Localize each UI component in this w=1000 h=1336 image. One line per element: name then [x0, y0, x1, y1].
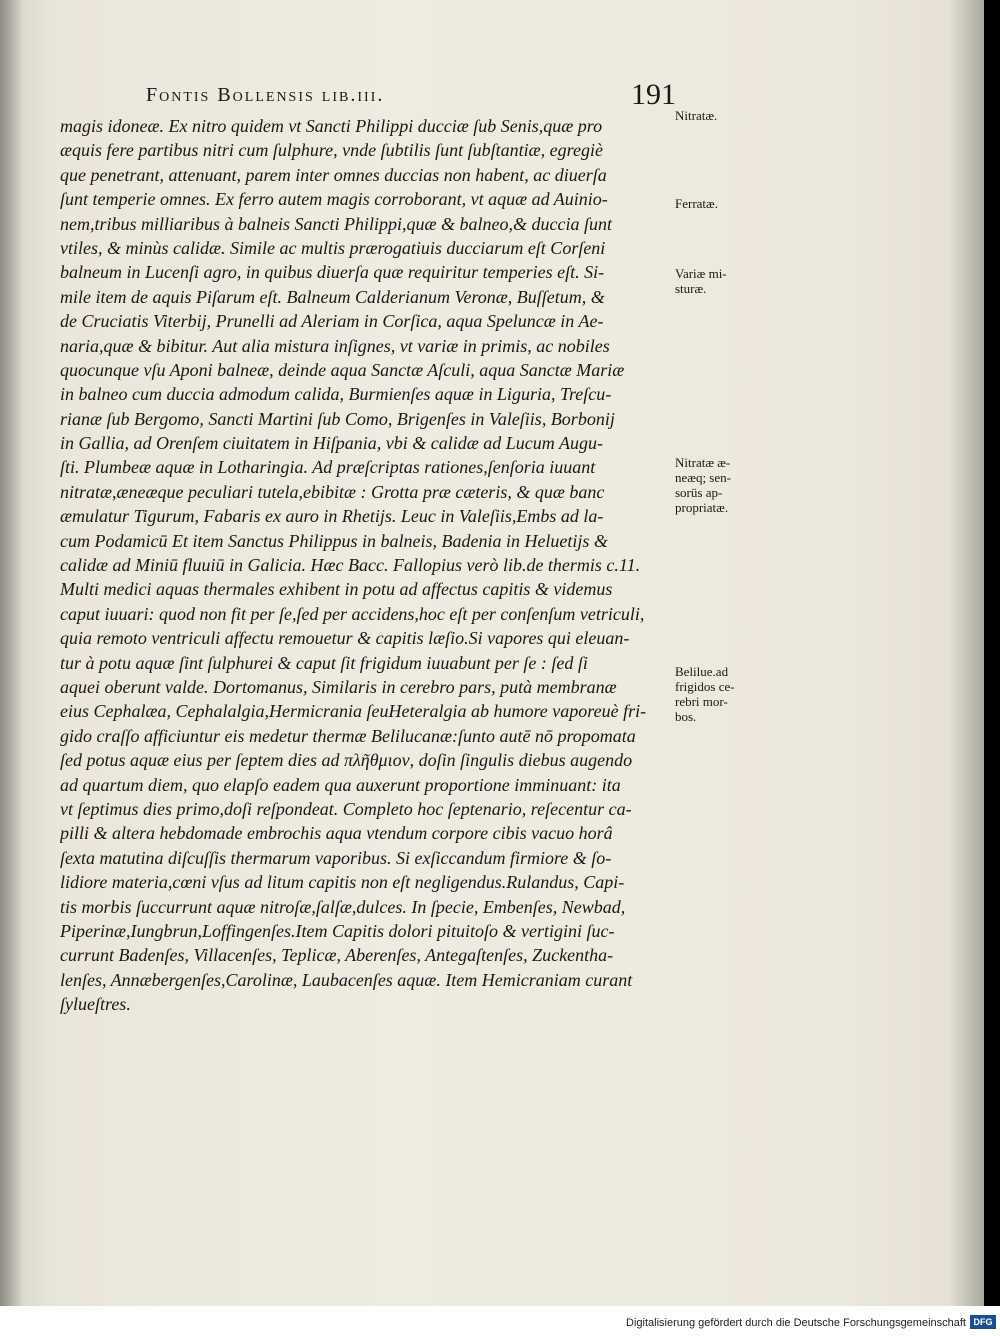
text-line: caput iuuari: quod non fit per ſe,ſed per accidens,hoc eſt per conſenſum vetriculi,	[60, 603, 645, 624]
text-line: aquei oberunt valde. Dortomanus, Similaris in cerebro pars, putà membranæ	[60, 676, 617, 697]
funding-credit: Digitalisierung gefördert durch die Deutsche Forschungsgemeinschaft	[626, 1317, 966, 1329]
page-number: 191	[631, 78, 676, 111]
text-line: ad quartum diem, quo elapſo eadem qua auxerunt proportione imminuant: ita	[60, 774, 621, 795]
text-line: ſunt temperie omnes. Ex ferro autem magis corroborant, vt aquæ ad Auinio-	[60, 189, 608, 210]
text-line: lidiore materia,cœni vſus ad litum capitis non eſt negligendus.Rulandus, Capi-	[60, 872, 625, 893]
text-line: nem,tribus milliaribus à balneis Sancti Philippi,quæ & balneo,& duccia ſunt	[60, 213, 612, 234]
text-line: tis morbis ſuccurrunt aquæ nitroſæ,ſalſæ,dulces. In ſpecie, Embenſes, Newbad,	[60, 896, 626, 917]
text-line: Multi medici aquas thermales exhibent in potu ad affectus capitis & videmus	[60, 579, 613, 600]
marginal-note: Ferratæ.	[675, 196, 718, 211]
text-line: calidæ ad Miniū fluuiū in Galicia. Hæc Bacc. Fallopius verò lib.de thermis c.11.	[60, 555, 641, 576]
text-line: ſed potus aquæ eius per ſeptem dies ad πλῆθμιον, doſin ſingulis diebus augendo	[60, 750, 633, 771]
running-title: Fontis Bollensis lib.iii.	[146, 84, 385, 106]
text-line: cum Podamicū Et item Sanctus Philippus in balneis, Badenia in Heluetijs &	[60, 530, 608, 551]
text-line: ſti. Plumbeæ aquæ in Lotharingia. Ad præſcriptas rationes,ſenſoria iuuant	[60, 457, 596, 478]
text-line: lenſes, Annæbergenſes,Carolinæ, Laubacenſes aquæ. Item Hemicraniam curant	[60, 969, 633, 990]
text-line: æmulatur Tigurum, Fabaris ex auro in Rhetijs. Leuc in Valeſiis,Embs ad la-	[60, 506, 604, 527]
text-line: in balneo cum duccia admodum calida, Burmienſes aquæ in Liguria, Treſcu-	[60, 384, 612, 405]
text-line: vt ſeptimus dies primo,doſi reſpondeat. Completo hoc ſeptenario, reſecentur ca-	[60, 798, 632, 819]
text-line: eius Cephalæa, Cephalalgia,Hermicrania ſeuHeteralgia ab humore vaporeuè fri-	[60, 701, 647, 722]
marginal-note: Variæ mi- sturæ.	[675, 266, 727, 296]
page-header	[146, 78, 676, 112]
text-line: rianæ ſub Bergomo, Sancti Martini ſub Como, Brigenſes in Valeſiis, Borbonij	[60, 408, 615, 429]
marginal-note: Nitratæ æ- neæq; sen- sorüs ap- propriatæ.	[675, 455, 731, 515]
dfg-logo: DFG	[970, 1315, 996, 1329]
text-line: magis idoneæ. Ex nitro quidem vt Sancti Philippi ducciæ ſub Senis,quæ pro	[60, 116, 603, 136]
marginal-note: Belilue.ad frigidos ce- rebri mor- bos.	[675, 664, 735, 724]
text-line: Piperinæ,Iungbrun,Loffingenſes.Item Capitis dolori pituitoſo & vertigini ſuc-	[60, 920, 615, 941]
text-line: currunt Badenſes, Villacenſes, Teplicæ, Aberenſes, Antegaſtenſes, Zuckentha-	[60, 945, 614, 966]
marginal-note: Nitratæ.	[675, 108, 718, 123]
text-line: mile item de aquis Piſarum eſt. Balneum Calderianum Veronæ, Buſſetum, &	[60, 286, 605, 307]
text-line: gido craſſo afficiuntur eis medetur thermæ Belilucanæ:ſunto autē nō propomata	[60, 725, 636, 746]
text-line: de Cruciatis Viterbij, Prunelli ad Aleriam in Corſica, aqua Speluncæ in Ae-	[60, 311, 604, 332]
body-text	[60, 114, 672, 1016]
text-line: pilli & altera hebdomade embrochis aqua vtendum corpore cibis vacuo horâ	[60, 823, 613, 844]
text-line: ſylueſtres.	[60, 994, 131, 1015]
text-line: naria,quæ & bibitur. Aut alia mistura inſignes, vt variæ in primis, ac nobiles	[60, 335, 610, 356]
text-line: quia remoto ventriculi affectu remouetur & capitis læſio.Si vapores qui eleuan-	[60, 628, 630, 649]
text-line: nitratæ,æneæque peculiari tutela,ebibitæ : Grotta præ cæteris, & quæ banc	[60, 481, 605, 502]
text-line: vtiles, & minùs calidæ. Simile ac multis prærogatiuis ducciarum eſt Corſeni	[60, 237, 606, 258]
text-line: ſexta matutina diſcuſſis thermarum vaporibus. Si exſiccandum firmiore & ſo-	[60, 847, 612, 868]
text-line: æquis fere partibus nitri cum ſulphure, vnde ſubtilis ſunt ſubſtantiæ, egregiè	[60, 140, 603, 161]
text-line: in Gallia, ad Orenſem ciuitatem in Hiſpania, vbi & calidæ ad Lucum Augu-	[60, 433, 603, 454]
text-line: quocunque vſu Aponi balneæ, deinde aqua Sanctæ Aſculi, aqua Sanctæ Mariæ	[60, 359, 625, 380]
text-line: balneum in Lucenſi agro, in quibus diuerſa quæ requiritur temperies eſt. Si-	[60, 262, 605, 283]
text-line: tur à potu aquæ ſint ſulphurei & caput ſit frigidum iuuabunt per ſe : ſed ſi	[60, 652, 588, 673]
text-line: que penetrant, attenuant, parem inter omnes duccias non habent, ac diuerſa	[60, 164, 607, 185]
footer-bar	[0, 1306, 1000, 1336]
